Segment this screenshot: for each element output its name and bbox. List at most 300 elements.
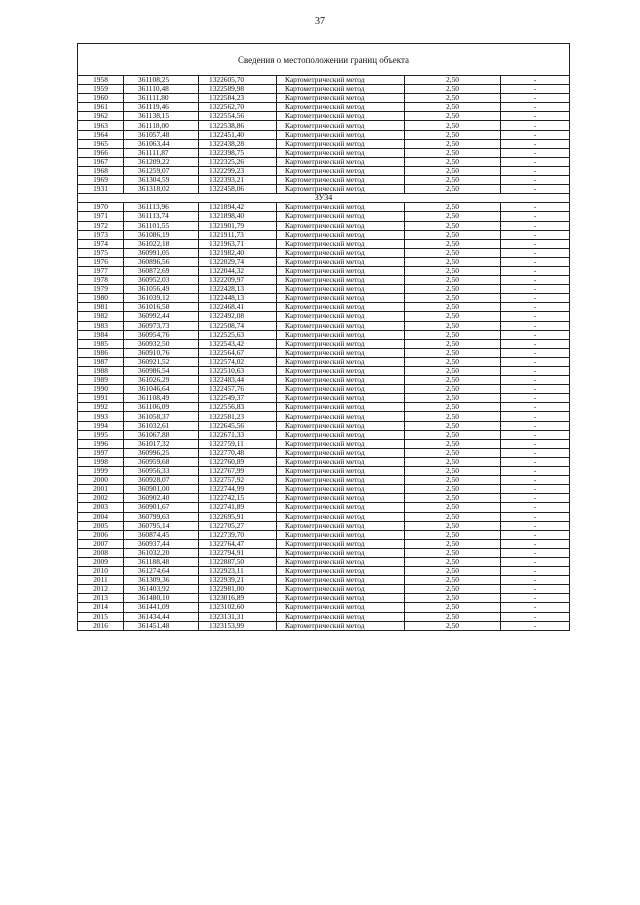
coordinate-x: 361058,37	[124, 412, 199, 421]
point-number: 2001	[78, 485, 124, 494]
point-number: 1966	[78, 148, 124, 157]
table-row	[78, 439, 570, 448]
method-cell: Картометрический метод	[277, 430, 405, 439]
table-row	[78, 485, 570, 494]
point-number: 1991	[78, 394, 124, 403]
table-row	[78, 221, 570, 230]
description-cell: -	[501, 221, 570, 230]
method-cell: Картометрический метод	[277, 612, 405, 621]
coordinate-y: 1322794,91	[199, 548, 277, 557]
method-cell: Картометрический метод	[277, 467, 405, 476]
point-number: 2000	[78, 476, 124, 485]
method-cell: Картометрический метод	[277, 403, 405, 412]
table-row	[78, 539, 570, 548]
coordinate-x: 361086,19	[124, 230, 199, 239]
method-cell: Картометрический метод	[277, 494, 405, 503]
method-cell: Картометрический метод	[277, 412, 405, 421]
coordinate-y: 1322428,13	[199, 285, 277, 294]
method-cell: Картометрический метод	[277, 357, 405, 366]
coordinate-y: 1322764,47	[199, 539, 277, 548]
method-cell: Картометрический метод	[277, 94, 405, 103]
table-row	[78, 185, 570, 194]
description-cell: -	[501, 185, 570, 194]
coordinate-x: 361113,96	[124, 203, 199, 212]
method-cell: Картометрический метод	[277, 257, 405, 266]
table-row	[78, 85, 570, 94]
point-number: 1976	[78, 257, 124, 266]
accuracy-cell: 2,50	[405, 276, 501, 285]
accuracy-cell: 2,50	[405, 530, 501, 539]
description-cell: -	[501, 403, 570, 412]
coordinate-x: 361032,20	[124, 548, 199, 557]
accuracy-cell: 2,50	[405, 94, 501, 103]
coordinate-y: 1322325,26	[199, 157, 277, 166]
accuracy-cell: 2,50	[405, 321, 501, 330]
coordinate-x: 361039,12	[124, 294, 199, 303]
coordinate-x: 360928,07	[124, 476, 199, 485]
method-cell: Картометрический метод	[277, 157, 405, 166]
method-cell: Картометрический метод	[277, 603, 405, 612]
point-number: 2015	[78, 612, 124, 621]
accuracy-cell: 2,50	[405, 385, 501, 394]
coordinate-x: 361119,46	[124, 103, 199, 112]
description-cell: -	[501, 239, 570, 248]
table-row	[78, 594, 570, 603]
coordinate-y: 1322981,00	[199, 585, 277, 594]
coordinate-y: 1322739,70	[199, 530, 277, 539]
point-number: 1960	[78, 94, 124, 103]
point-number: 1959	[78, 85, 124, 94]
coordinate-x: 361056,49	[124, 285, 199, 294]
coordinate-x: 361304,59	[124, 176, 199, 185]
point-number: 1998	[78, 457, 124, 466]
accuracy-cell: 2,50	[405, 330, 501, 339]
point-number: 1975	[78, 248, 124, 257]
description-cell: -	[501, 457, 570, 466]
coordinate-y: 1322757,92	[199, 476, 277, 485]
coordinate-y: 1322581,23	[199, 412, 277, 421]
accuracy-cell: 2,50	[405, 539, 501, 548]
accuracy-cell: 2,50	[405, 203, 501, 212]
point-number: 1994	[78, 421, 124, 430]
coordinate-x: 361111,87	[124, 148, 199, 157]
coordinate-x: 360795,14	[124, 521, 199, 530]
method-cell: Картометрический метод	[277, 621, 405, 630]
table-row	[78, 603, 570, 612]
coordinate-y: 1321982,40	[199, 248, 277, 257]
description-cell: -	[501, 494, 570, 503]
section-row	[78, 194, 570, 203]
method-cell: Картометрический метод	[277, 594, 405, 603]
table-row	[78, 394, 570, 403]
method-cell: Картометрический метод	[277, 530, 405, 539]
coordinate-y: 1322767,99	[199, 467, 277, 476]
description-cell: -	[501, 448, 570, 457]
coordinate-y: 1322562,70	[199, 103, 277, 112]
table-row	[78, 448, 570, 457]
point-number: 1931	[78, 185, 124, 194]
coordinate-x: 361032,61	[124, 421, 199, 430]
point-number: 2010	[78, 567, 124, 576]
coordinate-y: 1322939,21	[199, 576, 277, 585]
description-cell: -	[501, 294, 570, 303]
coordinate-x: 360896,56	[124, 257, 199, 266]
method-cell: Картометрический метод	[277, 567, 405, 576]
table-caption-row	[78, 44, 570, 76]
method-cell: Картометрический метод	[277, 439, 405, 448]
coordinate-x: 360954,76	[124, 330, 199, 339]
accuracy-cell: 2,50	[405, 285, 501, 294]
description-cell: -	[501, 130, 570, 139]
description-cell: -	[501, 512, 570, 521]
coordinate-y: 1322564,67	[199, 348, 277, 357]
description-cell: -	[501, 321, 570, 330]
description-cell: -	[501, 567, 570, 576]
coordinate-x: 360874,45	[124, 530, 199, 539]
coordinate-y: 1322468,41	[199, 303, 277, 312]
point-number: 1990	[78, 385, 124, 394]
point-number: 1971	[78, 212, 124, 221]
table-row	[78, 330, 570, 339]
coordinate-x: 361016,50	[124, 303, 199, 312]
coordinate-y: 1322538,86	[199, 121, 277, 130]
point-number: 1963	[78, 121, 124, 130]
point-number: 1992	[78, 403, 124, 412]
description-cell: -	[501, 94, 570, 103]
table-row	[78, 521, 570, 530]
coordinate-y: 1322887,50	[199, 557, 277, 566]
coordinate-y: 1322457,76	[199, 385, 277, 394]
table-caption: Сведения о местоположении границ объекта	[78, 44, 570, 76]
method-cell: Картометрический метод	[277, 85, 405, 94]
coordinate-x: 361274,64	[124, 567, 199, 576]
description-cell: -	[501, 266, 570, 275]
description-cell: -	[501, 112, 570, 121]
table-row	[78, 494, 570, 503]
description-cell: -	[501, 330, 570, 339]
description-cell: -	[501, 376, 570, 385]
accuracy-cell: 2,50	[405, 448, 501, 457]
method-cell: Картометрический метод	[277, 285, 405, 294]
table-row	[78, 321, 570, 330]
table-row	[78, 530, 570, 539]
description-cell: -	[501, 603, 570, 612]
method-cell: Картометрический метод	[277, 166, 405, 175]
accuracy-cell: 2,50	[405, 403, 501, 412]
coordinate-x: 360952,03	[124, 276, 199, 285]
description-cell: -	[501, 539, 570, 548]
coordinate-y: 1321963,71	[199, 239, 277, 248]
coordinate-y: 1322744,99	[199, 485, 277, 494]
method-cell: Картометрический метод	[277, 294, 405, 303]
coordinate-y: 1322923,11	[199, 567, 277, 576]
point-number: 1967	[78, 157, 124, 166]
coordinate-y: 1323131,31	[199, 612, 277, 621]
accuracy-cell: 2,50	[405, 103, 501, 112]
coordinate-y: 1322556,83	[199, 403, 277, 412]
accuracy-cell: 2,50	[405, 85, 501, 94]
accuracy-cell: 2,50	[405, 494, 501, 503]
description-cell: -	[501, 548, 570, 557]
coordinate-x: 360921,52	[124, 357, 199, 366]
point-number: 1984	[78, 330, 124, 339]
description-cell: -	[501, 276, 570, 285]
description-cell: -	[501, 394, 570, 403]
coordinate-x: 360996,25	[124, 448, 199, 457]
accuracy-cell: 2,50	[405, 130, 501, 139]
accuracy-cell: 2,50	[405, 476, 501, 485]
method-cell: Картометрический метод	[277, 339, 405, 348]
coordinate-y: 1322393,21	[199, 176, 277, 185]
point-number: 1977	[78, 266, 124, 275]
table-row	[78, 421, 570, 430]
accuracy-cell: 2,50	[405, 176, 501, 185]
accuracy-cell: 2,50	[405, 621, 501, 630]
point-number: 2009	[78, 557, 124, 566]
point-number: 1973	[78, 230, 124, 239]
description-cell: -	[501, 385, 570, 394]
point-number: 2008	[78, 548, 124, 557]
accuracy-cell: 2,50	[405, 421, 501, 430]
coordinate-x: 361434,44	[124, 612, 199, 621]
point-number: 2014	[78, 603, 124, 612]
method-cell: Картометрический метод	[277, 130, 405, 139]
table-row	[78, 248, 570, 257]
accuracy-cell: 2,50	[405, 157, 501, 166]
method-cell: Картометрический метод	[277, 576, 405, 585]
coordinate-y: 1321911,73	[199, 230, 277, 239]
coordinate-y: 1322398,75	[199, 148, 277, 157]
coordinate-y: 1322508,74	[199, 321, 277, 330]
point-number: 1965	[78, 139, 124, 148]
point-number: 2012	[78, 585, 124, 594]
accuracy-cell: 2,50	[405, 467, 501, 476]
table-row	[78, 503, 570, 512]
method-cell: Картометрический метод	[277, 230, 405, 239]
coordinate-x: 361309,36	[124, 576, 199, 585]
method-cell: Картометрический метод	[277, 376, 405, 385]
coordinate-y: 1322741,89	[199, 503, 277, 512]
description-cell: -	[501, 612, 570, 621]
point-number: 1980	[78, 294, 124, 303]
coordinate-x: 360932,50	[124, 339, 199, 348]
description-cell: -	[501, 312, 570, 321]
coordinate-x: 361113,74	[124, 212, 199, 221]
accuracy-cell: 2,50	[405, 357, 501, 366]
method-cell: Картометрический метод	[277, 476, 405, 485]
point-number: 2005	[78, 521, 124, 530]
description-cell: -	[501, 139, 570, 148]
table-row	[78, 476, 570, 485]
coordinate-x: 360959,68	[124, 457, 199, 466]
coordinate-y: 1323016,89	[199, 594, 277, 603]
accuracy-cell: 2,50	[405, 139, 501, 148]
section-label: ЗУ34	[78, 194, 570, 203]
coordinate-y: 1322554,56	[199, 112, 277, 121]
coordinate-x: 361022,18	[124, 239, 199, 248]
description-cell: -	[501, 585, 570, 594]
method-cell: Картометрический метод	[277, 176, 405, 185]
table-row	[78, 376, 570, 385]
table-row	[78, 239, 570, 248]
coordinate-y: 1322448,13	[199, 294, 277, 303]
table-row	[78, 339, 570, 348]
point-number: 1970	[78, 203, 124, 212]
description-cell: -	[501, 367, 570, 376]
table-row	[78, 176, 570, 185]
coordinate-y: 1322605,70	[199, 76, 277, 85]
method-cell: Картометрический метод	[277, 367, 405, 376]
method-cell: Картометрический метод	[277, 212, 405, 221]
method-cell: Картометрический метод	[277, 448, 405, 457]
point-number: 1997	[78, 448, 124, 457]
description-cell: -	[501, 176, 570, 185]
accuracy-cell: 2,50	[405, 239, 501, 248]
coordinate-y: 1322742,15	[199, 494, 277, 503]
coordinate-y: 1322759,11	[199, 439, 277, 448]
accuracy-cell: 2,50	[405, 312, 501, 321]
table-row	[78, 139, 570, 148]
description-cell: -	[501, 476, 570, 485]
coordinate-y: 1322589,98	[199, 85, 277, 94]
point-number: 1968	[78, 166, 124, 175]
boundary-coordinates-table	[77, 43, 570, 631]
table-row	[78, 103, 570, 112]
coordinate-x: 361111,80	[124, 94, 199, 103]
table-row	[78, 76, 570, 85]
accuracy-cell: 2,50	[405, 339, 501, 348]
coordinate-x: 360937,44	[124, 539, 199, 548]
method-cell: Картометрический метод	[277, 457, 405, 466]
coordinate-y: 1322770,48	[199, 448, 277, 457]
table-row	[78, 276, 570, 285]
accuracy-cell: 2,50	[405, 585, 501, 594]
point-number: 1983	[78, 321, 124, 330]
accuracy-cell: 2,50	[405, 166, 501, 175]
accuracy-cell: 2,50	[405, 294, 501, 303]
point-number: 2003	[78, 503, 124, 512]
coordinate-x: 361480,10	[124, 594, 199, 603]
coordinate-y: 1323102,60	[199, 603, 277, 612]
point-number: 1996	[78, 439, 124, 448]
table-row	[78, 612, 570, 621]
coordinate-y: 1322209,97	[199, 276, 277, 285]
description-cell: -	[501, 412, 570, 421]
method-cell: Картометрический метод	[277, 248, 405, 257]
accuracy-cell: 2,50	[405, 148, 501, 157]
table-row	[78, 130, 570, 139]
table-row	[78, 148, 570, 157]
table-row	[78, 385, 570, 394]
method-cell: Картометрический метод	[277, 548, 405, 557]
coordinate-x: 360986,54	[124, 367, 199, 376]
accuracy-cell: 2,50	[405, 594, 501, 603]
method-cell: Картометрический метод	[277, 485, 405, 494]
coordinate-y: 1322525,63	[199, 330, 277, 339]
point-number: 2006	[78, 530, 124, 539]
point-number: 1978	[78, 276, 124, 285]
coordinate-x: 361259,07	[124, 166, 199, 175]
description-cell: -	[501, 285, 570, 294]
coordinate-y: 1321898,40	[199, 212, 277, 221]
coordinate-y: 1322492,08	[199, 312, 277, 321]
table-row	[78, 403, 570, 412]
coordinate-x: 361110,48	[124, 85, 199, 94]
coordinate-y: 1322543,42	[199, 339, 277, 348]
description-cell: -	[501, 594, 570, 603]
coordinate-y: 1322029,74	[199, 257, 277, 266]
accuracy-cell: 2,50	[405, 348, 501, 357]
coordinate-x: 361026,29	[124, 376, 199, 385]
method-cell: Картометрический метод	[277, 330, 405, 339]
description-cell: -	[501, 348, 570, 357]
description-cell: -	[501, 85, 570, 94]
point-number: 1986	[78, 348, 124, 357]
method-cell: Картометрический метод	[277, 103, 405, 112]
coordinate-x: 360799,63	[124, 512, 199, 521]
accuracy-cell: 2,50	[405, 248, 501, 257]
point-number: 1985	[78, 339, 124, 348]
table-row	[78, 303, 570, 312]
method-cell: Картометрический метод	[277, 521, 405, 530]
table-row	[78, 94, 570, 103]
method-cell: Картометрический метод	[277, 303, 405, 312]
point-number: 1979	[78, 285, 124, 294]
accuracy-cell: 2,50	[405, 485, 501, 494]
point-number: 2011	[78, 576, 124, 585]
table-row	[78, 348, 570, 357]
table-row	[78, 621, 570, 630]
table-row	[78, 121, 570, 130]
description-cell: -	[501, 621, 570, 630]
method-cell: Картометрический метод	[277, 539, 405, 548]
table-row	[78, 467, 570, 476]
table-row	[78, 567, 570, 576]
point-number: 1982	[78, 312, 124, 321]
description-cell: -	[501, 503, 570, 512]
coordinate-x: 361046,64	[124, 385, 199, 394]
method-cell: Картометрический метод	[277, 139, 405, 148]
accuracy-cell: 2,50	[405, 367, 501, 376]
point-number: 1999	[78, 467, 124, 476]
method-cell: Картометрический метод	[277, 239, 405, 248]
coordinate-x: 360910,76	[124, 348, 199, 357]
accuracy-cell: 2,50	[405, 457, 501, 466]
description-cell: -	[501, 303, 570, 312]
description-cell: -	[501, 530, 570, 539]
method-cell: Картометрический метод	[277, 394, 405, 403]
accuracy-cell: 2,50	[405, 603, 501, 612]
accuracy-cell: 2,50	[405, 185, 501, 194]
method-cell: Картометрический метод	[277, 421, 405, 430]
method-cell: Картометрический метод	[277, 121, 405, 130]
coordinate-x: 361063,44	[124, 139, 199, 148]
method-cell: Картометрический метод	[277, 312, 405, 321]
point-number: 2004	[78, 512, 124, 521]
table-row	[78, 285, 570, 294]
method-cell: Картометрический метод	[277, 148, 405, 157]
accuracy-cell: 2,50	[405, 376, 501, 385]
coordinate-x: 360901,67	[124, 503, 199, 512]
description-cell: -	[501, 257, 570, 266]
coordinate-x: 361108,49	[124, 394, 199, 403]
coordinate-y: 1322510,63	[199, 367, 277, 376]
accuracy-cell: 2,50	[405, 303, 501, 312]
method-cell: Картометрический метод	[277, 203, 405, 212]
description-cell: -	[501, 121, 570, 130]
coordinate-y: 1322451,40	[199, 130, 277, 139]
page-number: 37	[315, 16, 325, 27]
